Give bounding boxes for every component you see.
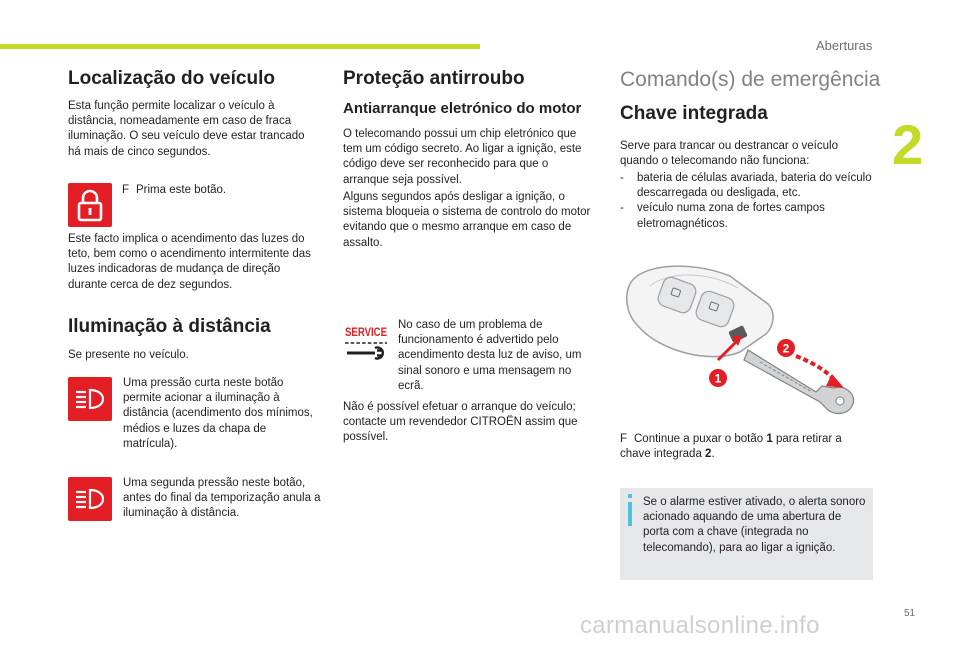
step-bold-1: 1 — [766, 433, 773, 445]
list-item — [620, 201, 872, 231]
page-number: 51 — [904, 608, 916, 619]
list-dash: - — [620, 172, 624, 184]
immobiliser-body-1: O telecomando possui um chip eletrónico que tem um código secreto. Ao ligar a ignição, este código deve ser reconhecido para que o arranque seja possível. — [343, 128, 582, 186]
alarm-note-box — [620, 488, 873, 580]
remote-lighting-intro: Se presente no veículo. — [68, 349, 189, 361]
service-warning-icon — [343, 322, 389, 362]
headlamp-icon — [74, 387, 106, 411]
location-intro: Esta função permite localizar o veículo à distância, nomeadamente em caso de fraca iluminação. O seu veículo deve estar trancado há mais de cinco segundos. — [68, 100, 305, 158]
headlamp-icon — [74, 487, 106, 511]
service-label: SERVICE — [345, 327, 388, 339]
location-step-text: Prima este botão. — [136, 184, 227, 196]
immobiliser-body-3: Não é possível efetuar o arranque do veículo; contacte um revendedor CITROËN assim que possível. — [343, 401, 578, 444]
service-wrench-icon — [343, 322, 389, 362]
step-bullet: F — [620, 433, 628, 445]
immobiliser-subtitle: Antiarranque eletrónico do motor — [343, 100, 582, 117]
remote-lighting-title: Iluminação à distância — [68, 316, 271, 337]
step-text-3: . — [711, 448, 715, 461]
integrated-key-subtitle: Chave integrada — [620, 103, 768, 124]
callout-2: 2 — [782, 341, 790, 356]
info-bar — [628, 502, 632, 526]
alarm-note-text: Se o alarme estiver ativado, o alerta sonoro acionado aquando de uma abertura de porta com a chave (integrada no telecomando), para ao ligar a ignição. — [643, 496, 866, 554]
step-text-2: para retirar a chave integrada — [620, 433, 842, 461]
location-title: Localização do veículo — [68, 68, 275, 89]
info-icon — [628, 494, 632, 498]
watermark: carmanualsonline.info — [580, 612, 820, 639]
location-step — [122, 183, 322, 198]
list-item — [620, 171, 872, 201]
chapter-number: 2 — [892, 113, 924, 176]
list-dash: - — [620, 202, 624, 215]
callout-1: 1 — [714, 371, 722, 386]
section-title: Aberturas — [816, 38, 873, 53]
integrated-key-intro: Serve para trancar ou destrancar o veículo quando o telecomando não funciona: — [620, 140, 838, 168]
lighting-press-2: Uma segunda pressão neste botão, antes do final da temporização anula a iluminação à distância. — [123, 477, 321, 520]
immobiliser-body-2: Alguns segundos após desligar a ignição, o sistema bloqueia o sistema de controlo do motor evitando que o mesmo arranque em caso de assalto. — [343, 191, 591, 249]
step-text-1: Continue a puxar o botão — [634, 433, 767, 445]
lighting-button-icon-2 — [68, 477, 112, 521]
accent-bar — [0, 44, 480, 49]
key-fob-illustration — [620, 256, 872, 426]
location-result: Este facto implica o acendimento das luzes do teto, bem como o acendimento intermitente das luzes indicadoras de mudança de direção durante cerca de dez segundos. — [68, 233, 311, 291]
antitheft-title: Proteção antirroubo — [343, 68, 525, 89]
lighting-press-1: Uma pressão curta neste botão permite acionar a iluminação à distância (acendimento dos mínimos, médios e luzes da chapa de matrícula). — [123, 377, 313, 450]
lock-icon — [75, 188, 105, 222]
integrated-key-list — [620, 171, 872, 232]
step-bullet: F — [122, 184, 130, 196]
step-bold-2: 2 — [705, 448, 712, 461]
lock-button-icon — [68, 183, 112, 227]
service-note: No caso de um problema de funcionamento é advertido pelo acendimento desta luz de aviso, um sinal sonoro e uma mensagem no ecrã. — [398, 319, 582, 392]
emergency-title: Comando(s) de emergência — [620, 68, 881, 91]
integrated-key-step — [620, 432, 872, 462]
list-item-text: bateria de células avariada, bateria do veículo descarregada ou desligada, etc. — [637, 172, 872, 200]
list-item-text: veículo numa zona de fortes campos eletromagnéticos. — [637, 202, 825, 230]
lighting-button-icon-1 — [68, 377, 112, 421]
